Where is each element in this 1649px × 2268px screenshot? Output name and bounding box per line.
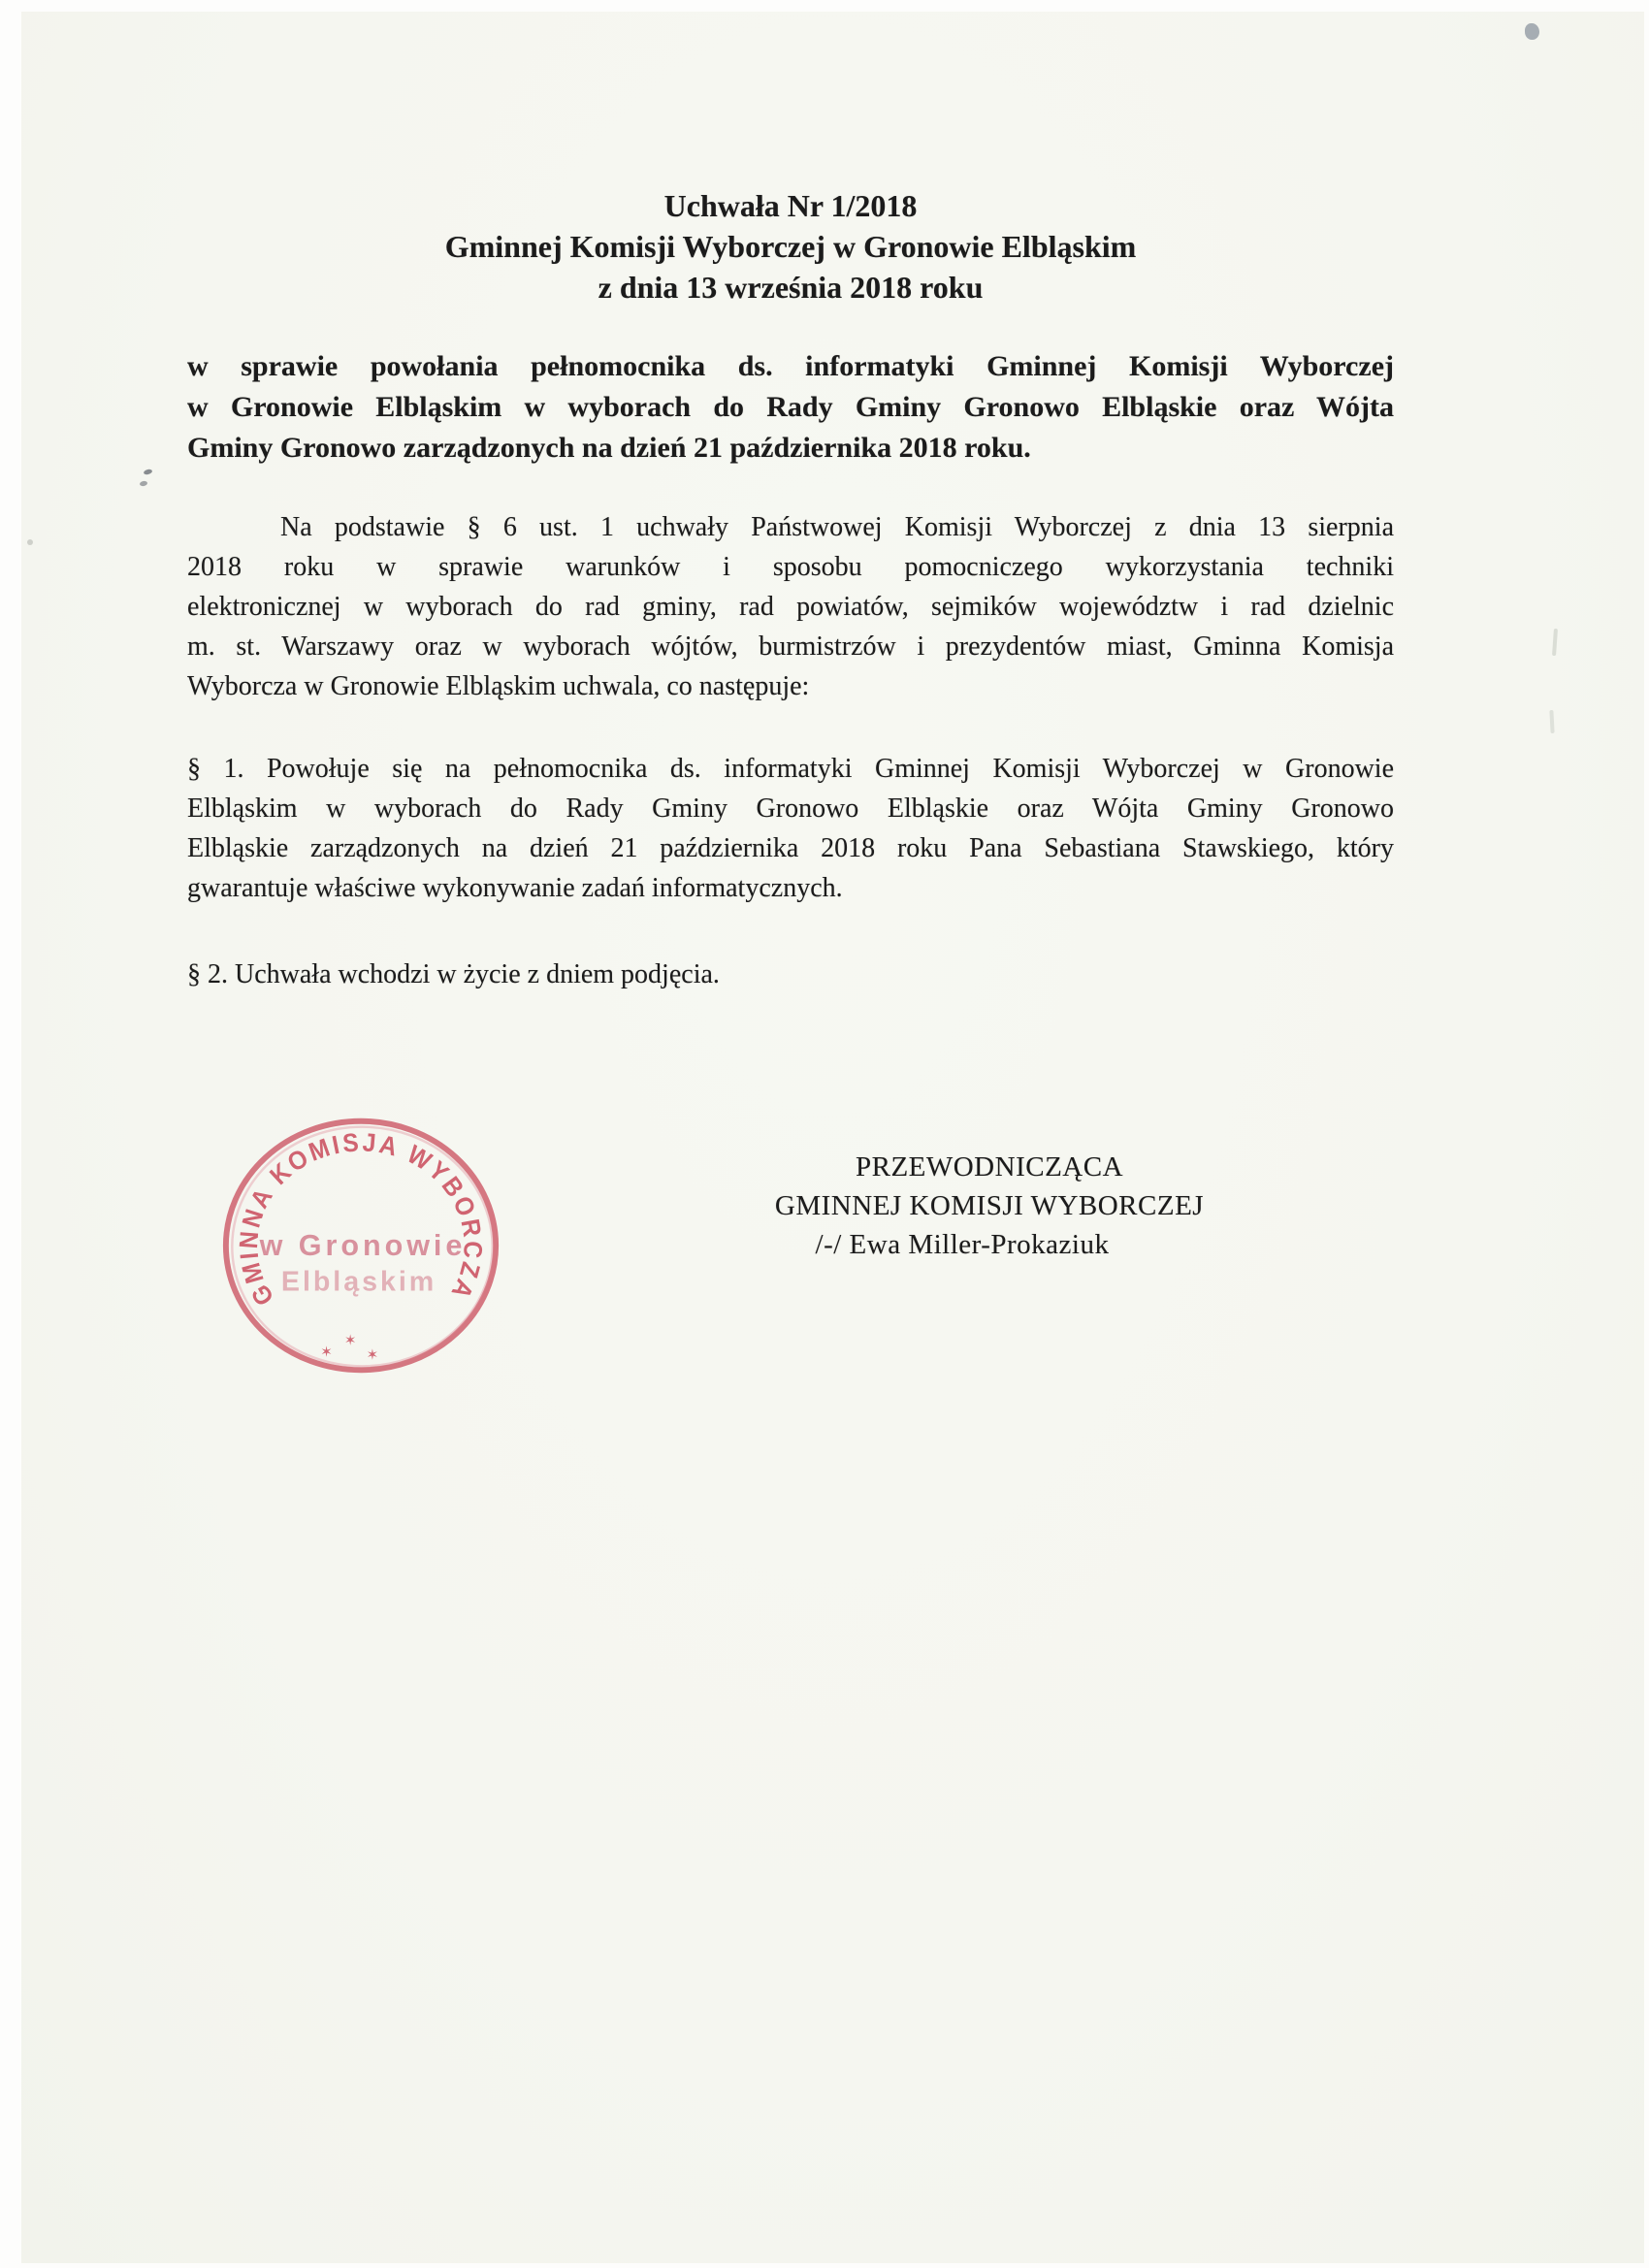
section-1-line: gwarantuje właściwe wykonywanie zadań informatycznych. bbox=[187, 873, 843, 903]
legal-basis-line: 2018 roku w sprawie warunków i sposobu pomocniczego wykorzystania techniki bbox=[187, 552, 1394, 582]
subject-line: w sprawie powołania pełnomocnika ds. informatyki Gminnej Komisji Wyborczej bbox=[187, 350, 1394, 382]
section-1-line: Elbląskie zarządzonych na dzień 21 października 2018 roku Pana Sebastiana Stawskiego, który bbox=[187, 833, 1394, 863]
legal-basis-line: Wyborcza w Gronowie Elbląskim uchwala, co następuje: bbox=[187, 671, 810, 701]
document-title bbox=[187, 185, 1394, 308]
section-2-line: § 2. Uchwała wchodzi w życie z dniem podjęcia. bbox=[187, 959, 720, 989]
title-line-number: Uchwała Nr 1/2018 bbox=[663, 188, 918, 223]
stamp-center-line2: Elbląskim bbox=[280, 1266, 437, 1298]
official-stamp bbox=[217, 1114, 504, 1379]
section-1-line: Elbląskim w wyborach do Rady Gminy Gronowo Elbląskie oraz Wójta Gminy Gronowo bbox=[187, 794, 1394, 824]
title-line-date: z dnia 13 września 2018 roku bbox=[598, 270, 984, 305]
subject-line: w Gronowie Elbląskim w wyborach do Rady Gminy Gronowo Elbląskie oraz Wójta bbox=[187, 391, 1394, 423]
legal-basis-paragraph bbox=[187, 507, 1394, 706]
stamp-star-icon: ✶ bbox=[366, 1347, 379, 1364]
subject-paragraph bbox=[187, 346, 1394, 469]
subject-line: Gminy Gronowo zarządzonych na dzień 21 października 2018 roku. bbox=[187, 432, 1031, 464]
section-1-line: § 1. Powołuje się na pełnomocnika ds. informatyki Gminnej Komisji Wyborczej w Gronowie bbox=[187, 754, 1394, 784]
section-1-paragraph bbox=[187, 749, 1394, 908]
stamp-star-icon: ✶ bbox=[320, 1345, 333, 1361]
legal-basis-line: Na podstawie § 6 ust. 1 uchwały Państwowej Komisji Wyborczej z dnia 13 sierpnia bbox=[280, 512, 1394, 542]
title-line-issuer: Gminnej Komisji Wyborczej w Gronowie Elbląskim bbox=[444, 229, 1137, 264]
legal-basis-line: m. st. Warszawy oraz w wyborach wójtów, burmistrzów i prezydentów miast, Gminna Komisja bbox=[187, 632, 1394, 662]
section-2-paragraph bbox=[187, 955, 1394, 994]
signatory-organization: GMINNEJ KOMISJI WYBORCZEJ bbox=[774, 1190, 1205, 1221]
stamp-ring-text: GMINNA KOMISJA WYBORCZA bbox=[233, 1127, 488, 1311]
signature-block bbox=[689, 1148, 1290, 1264]
legal-basis-line: elektronicznej w wyborach do rad gminy, rad powiatów, sejmików województw i rad dzielnic bbox=[187, 592, 1394, 622]
signatory-name: /-/ Ewa Miller-Prokaziuk bbox=[815, 1229, 1110, 1260]
stamp-center-line1: w Gronowie bbox=[259, 1228, 467, 1262]
signatory-role: PRZEWODNICZĄCA bbox=[855, 1151, 1124, 1183]
stamp-star-icon: ✶ bbox=[343, 1333, 357, 1349]
